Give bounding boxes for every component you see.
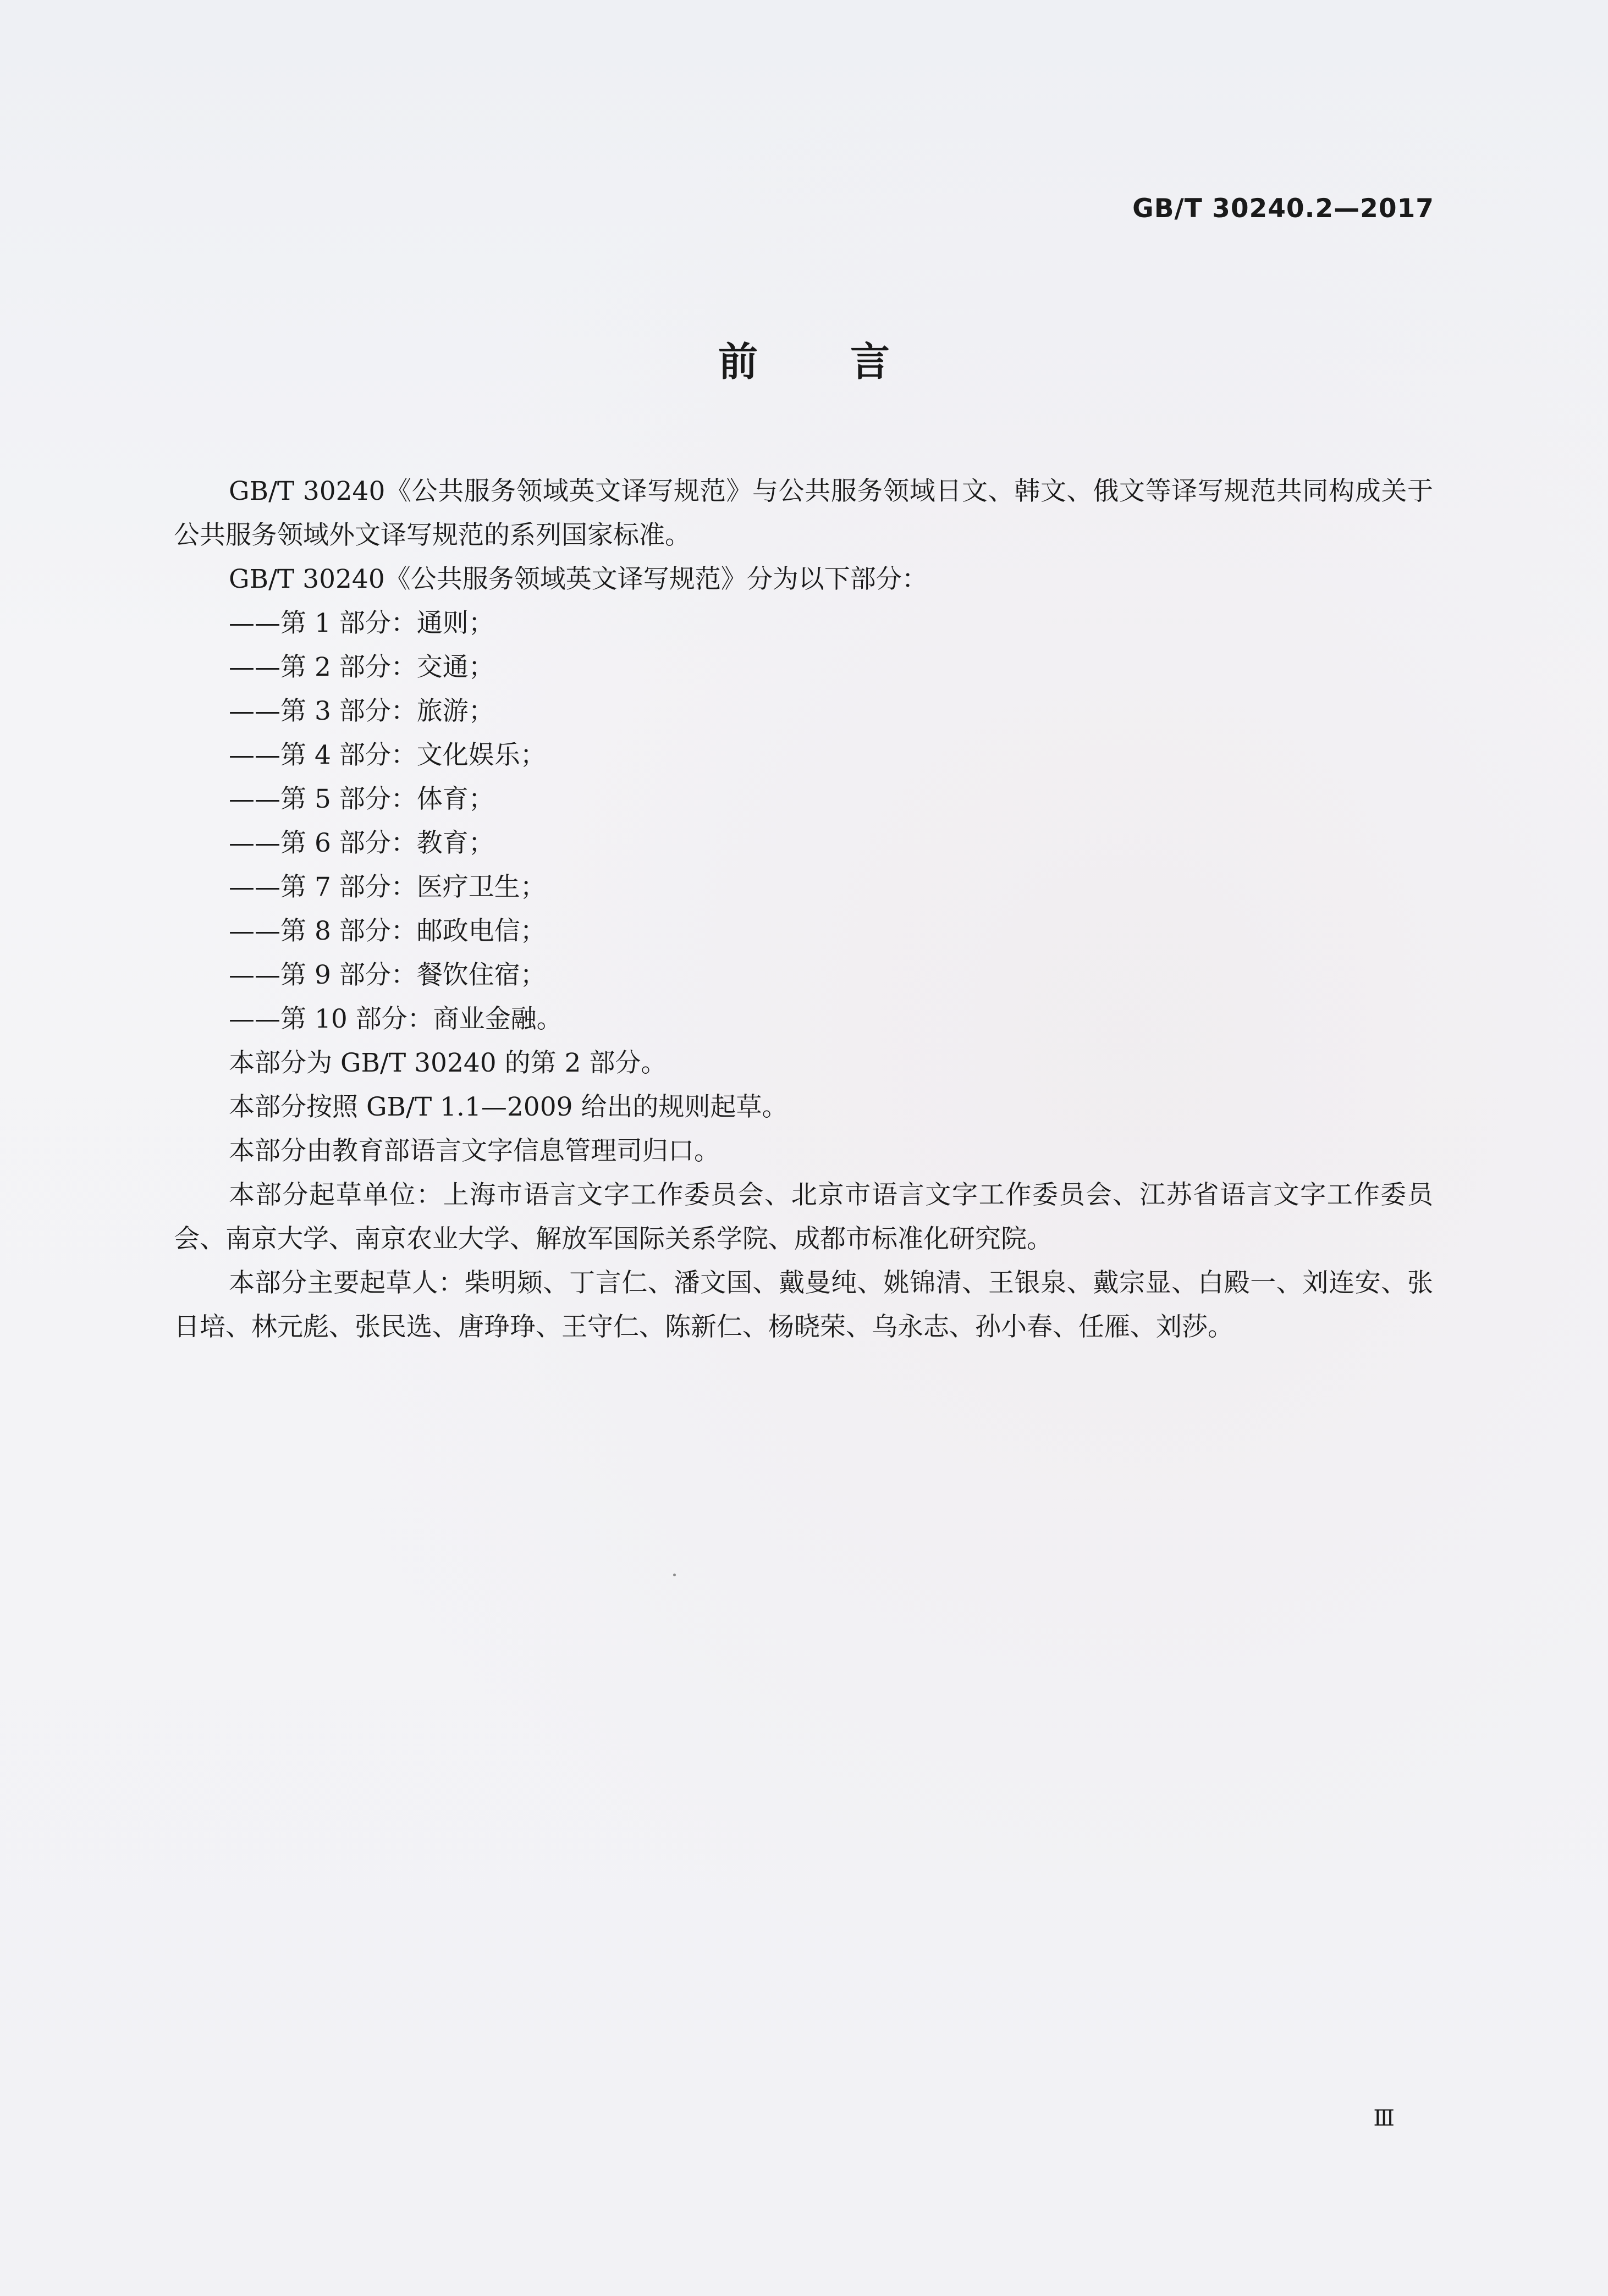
part-list-item: ——第 7 部分：医疗卫生； — [229, 872, 546, 902]
part-list-item: ——第 10 部分：商业金融。 — [229, 1004, 563, 1034]
part-list-item: ——第 5 部分：体育； — [229, 784, 494, 814]
page-number: Ⅲ — [1373, 2106, 1395, 2131]
part-list-item: ——第 6 部分：教育； — [229, 828, 494, 858]
part-list-item: ——第 3 部分：旅游； — [229, 696, 494, 726]
intro-paragraph: GB/T 30240《公共服务领域英文译写规范》与公共服务领域日文、韩文、俄文等译写规范共同构成关于公共服务领域外文译写规范的系列国家标准。 — [174, 476, 1433, 550]
part-list-item: ——第 4 部分：文化娱乐； — [229, 740, 546, 770]
scan-speck — [673, 1574, 676, 1576]
standard-code: GB/T 30240.2—2017 — [1132, 194, 1434, 224]
part-list-item: ——第 8 部分：邮政电信； — [229, 916, 546, 946]
drafters-statement: 本部分主要起草人：柴明颎、丁言仁、潘文国、戴曼纯、姚锦清、王银泉、戴宗显、白殿一、刘连安、张日培、林元彪、张民选、唐琤琤、王守仁、陈新仁、杨晓荣、乌永志、孙小春、任雁、刘莎。 — [174, 1268, 1433, 1342]
drafting-rules-statement: 本部分按照 GB/T 1.1—2009 给出的规则起草。 — [229, 1092, 788, 1122]
responsible-unit-statement: 本部分由教育部语言文字信息管理司归口。 — [229, 1136, 720, 1166]
part-list-item: ——第 1 部分：通则； — [229, 608, 494, 638]
drafting-units-statement: 本部分起草单位：上海市语言文字工作委员会、北京市语言文字工作委员会、江苏省语言文字工作委员会、南京大学、南京农业大学、解放军国际关系学院、成都市标准化研究院。 — [174, 1180, 1433, 1254]
page-title: 前言 — [718, 339, 982, 385]
part-statement: 本部分为 GB/T 30240 的第 2 部分。 — [229, 1048, 667, 1078]
foreword-body — [174, 470, 1433, 1349]
part-list-item: ——第 2 部分：交通； — [229, 652, 494, 682]
parts-intro-paragraph: GB/T 30240《公共服务领域英文译写规范》分为以下部分： — [229, 564, 928, 594]
part-list-item: ——第 9 部分：餐饮住宿； — [229, 960, 546, 990]
